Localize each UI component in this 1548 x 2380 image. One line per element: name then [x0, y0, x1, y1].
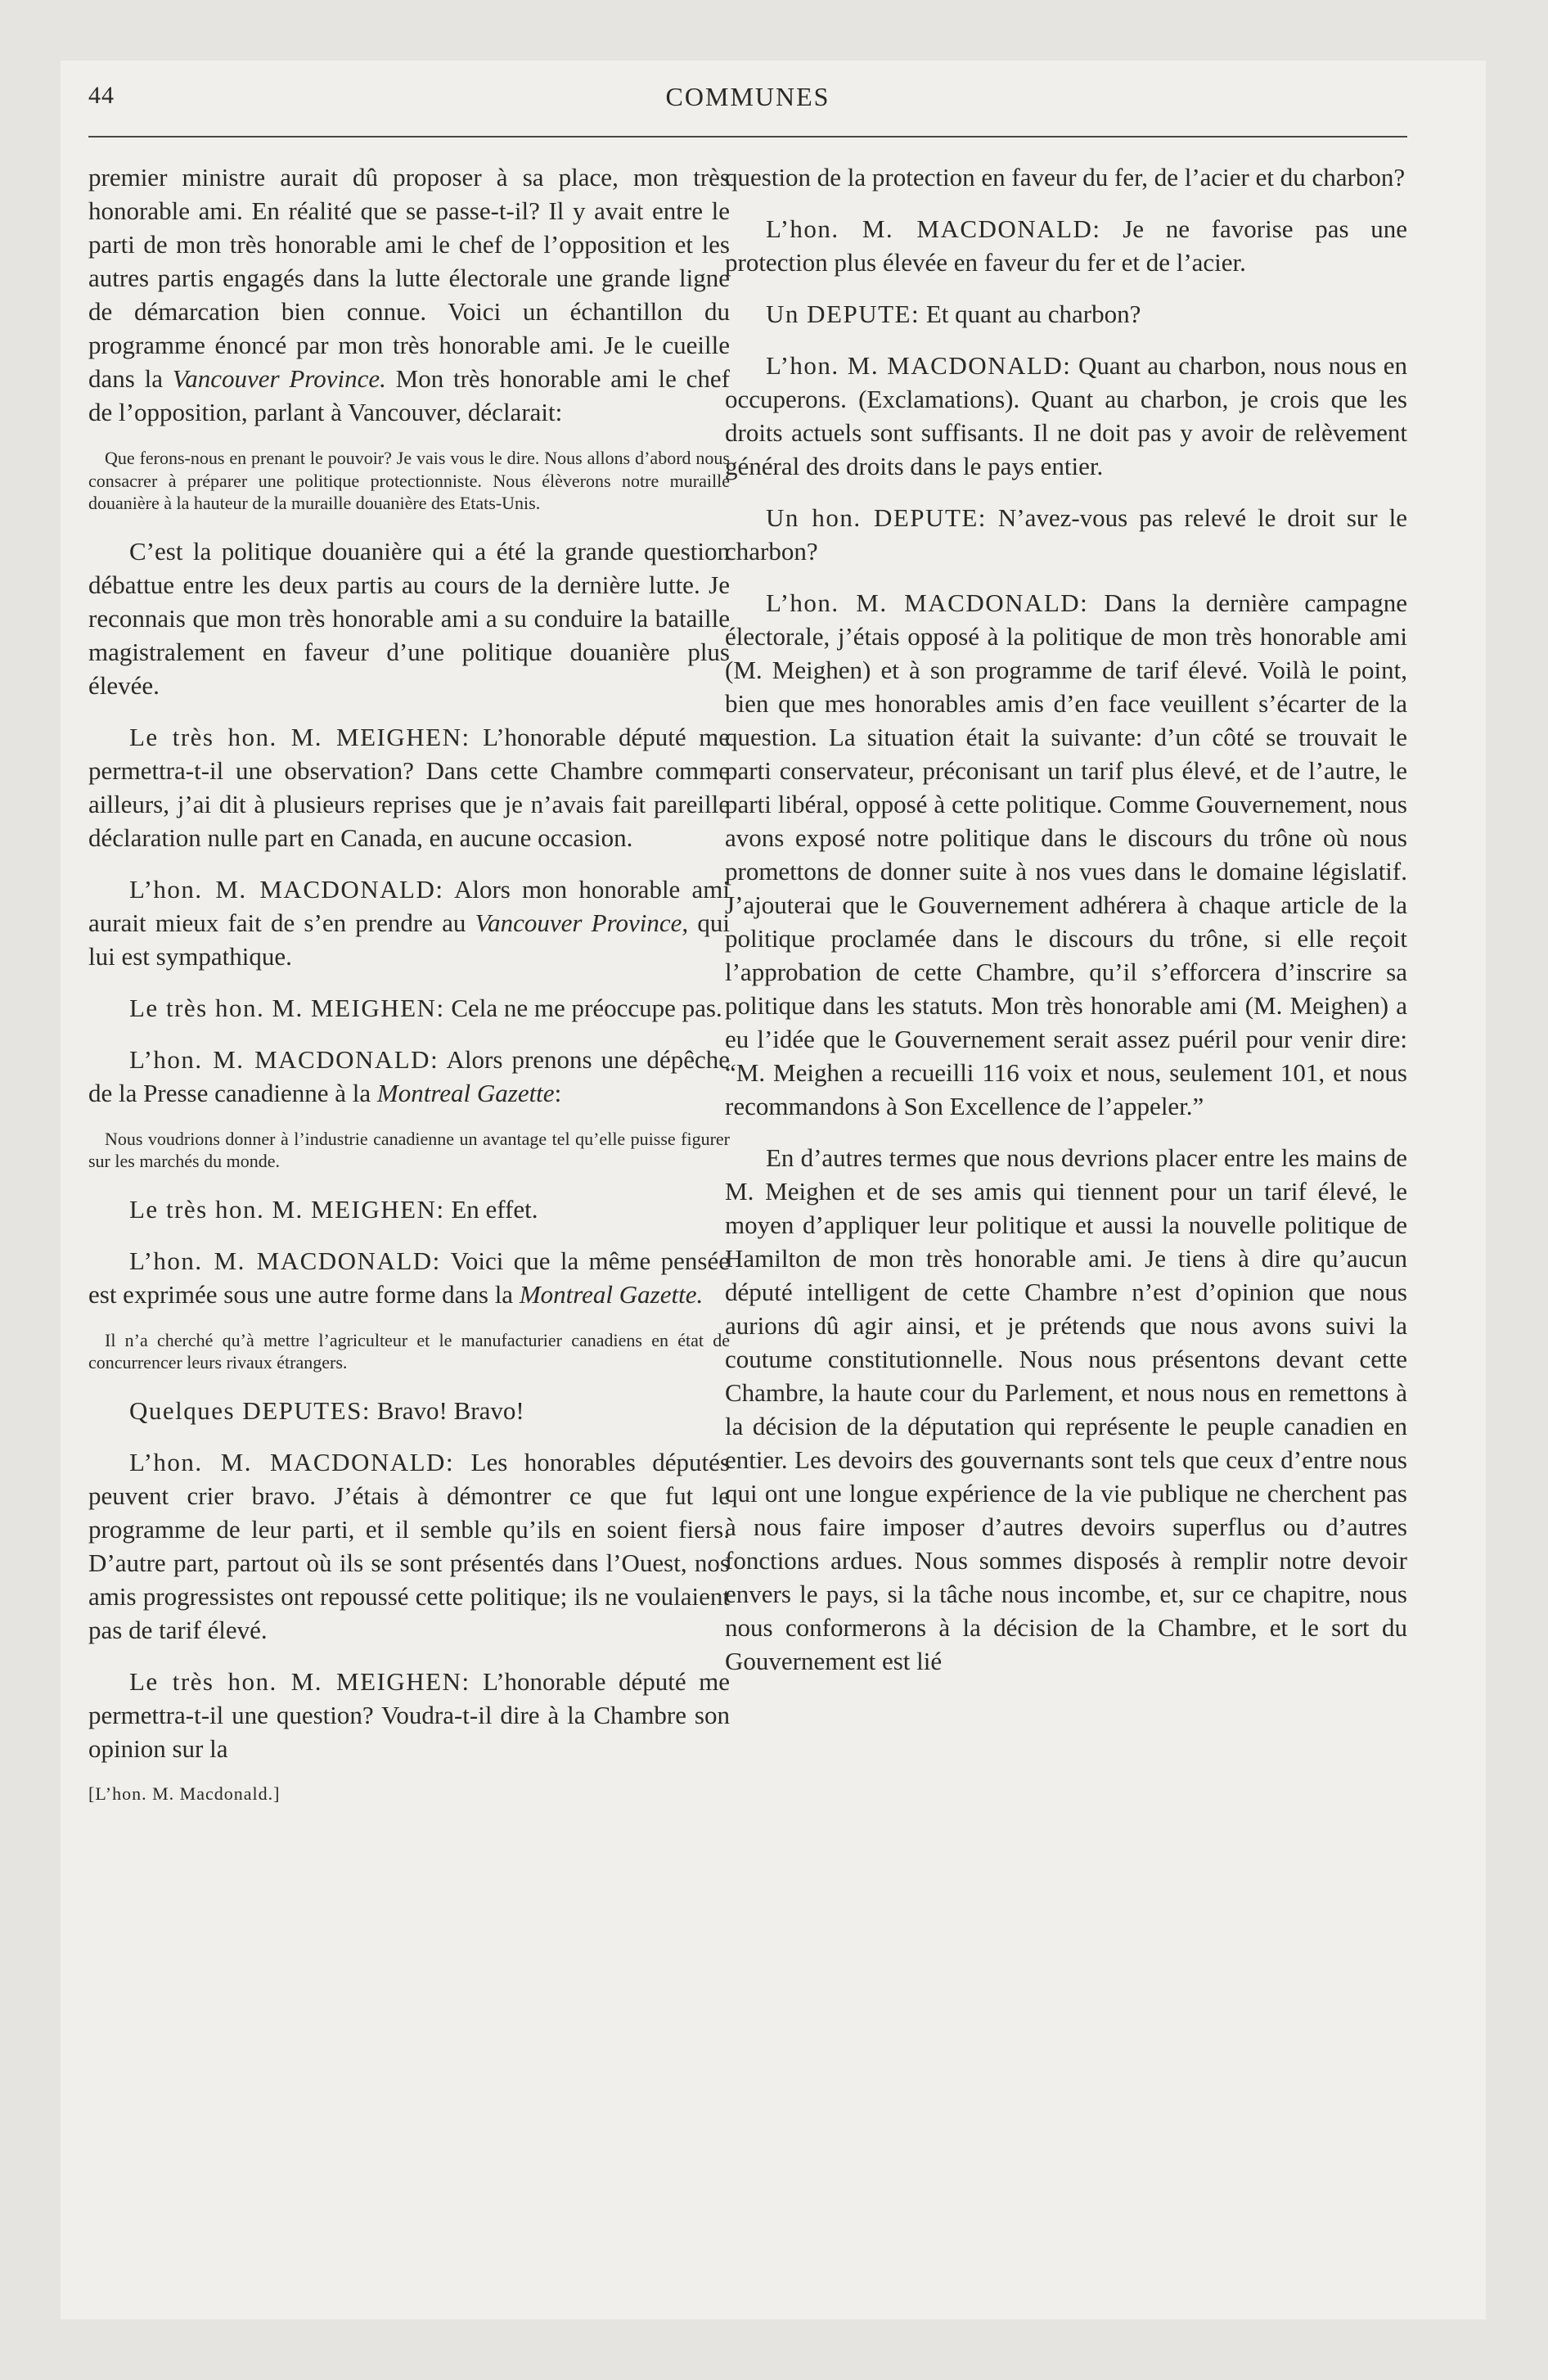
speaker: Le très hon. M. MEIGHEN:: [129, 1666, 470, 1696]
speech: Le très hon. M. MEIGHEN: L’honorable député me permettra-t-il une observation? Dans cette Chambre comme ailleurs, j’ai dit à plusieurs reprises que je n’avais fait pareille déclaration nulle part en Canada, en aucune occasion.: [88, 722, 730, 852]
speech: L’hon. M. MACDONALD: Voici que la même pensée est exprimée sous une autre forme dans la Montreal Gazette.: [88, 1246, 730, 1309]
speech: L’hon. M. MACDONALD: Alors prenons une dépêche de la Presse canadienne à la Montreal Gazette:: [88, 1044, 730, 1107]
speech: Un hon. DEPUTE: N’avez-vous pas relevé le droit sur le charbon?: [725, 503, 1408, 566]
speaker: Le très hon. M. MEIGHEN:: [129, 722, 470, 751]
speaker: L’hon. M. MACDONALD:: [129, 1044, 439, 1074]
speech: L’hon. M. MACDONALD: Je ne favorise pas une protection plus élevée en faveur du fer et de l’acier.: [725, 214, 1408, 277]
page-header: [88, 82, 1407, 131]
running-title: COMMUNES: [665, 82, 830, 111]
speaker: L’hon. M. MACDONALD:: [766, 588, 1089, 617]
speaker: Le très hon. M. MEIGHEN:: [129, 1194, 445, 1224]
speaker: Le très hon. M. MEIGHEN:: [129, 993, 445, 1022]
paragraph: C’est la politique douanière qui a été la grande question débattue entre les deux partis au cours de la dernière lutte. Je reconnais que mon très honorable ami a su conduire la bataille magistralement en faveur d’une politique douanière plus élevée.: [88, 536, 730, 700]
right-column: [725, 160, 1407, 1696]
paragraph: question de la protection en faveur du fer, de l’acier et du charbon?: [725, 163, 1406, 192]
left-column: [88, 160, 730, 1805]
speaker: Quelques DEPUTES:: [129, 1395, 371, 1425]
speech: Quelques DEPUTES: Bravo! Bravo!: [129, 1395, 524, 1425]
speaker: Un hon. DEPUTE:: [766, 503, 987, 532]
block-quote: Il n’a cherché qu’à mettre l’agriculteur et le manufacturier canadiens en état de concurrencer leurs rivaux étrangers.: [88, 1329, 730, 1373]
speaker: L’hon. M. MACDONALD:: [129, 1447, 455, 1476]
speech: L’hon. M. MACDONALD: Les honorables députés peuvent crier bravo. J’étais à démontrer ce que fut le programme de leur parti, et il semble qu’ils en soient fiers. D’autre part, partout où ils se sont présentés dans l’Ouest, nos amis progressistes ont repoussé cette politique; ils ne voulaient pas de tarif élevé.: [88, 1447, 730, 1644]
speech: L’hon. M. MACDONALD: Quant au charbon, nous nous en occuperons. (Exclamations). Quant au charbon, je crois que les droits actuels sont suffisants. Il ne doit pas y avoir de relèvement général des droits dans le pays entier.: [725, 351, 1408, 480]
speech: Le très hon. M. MEIGHEN: L’honorable député me permettra-t-il une question? Voudra-t-il dire à la Chambre son opinion sur la: [88, 1666, 730, 1763]
speech: L’hon. M. MACDONALD: Dans la dernière campagne électorale, j’étais opposé à la politique de mon très honorable ami (M. Meighen) et à son programme de tarif élevé. Voilà le point, bien que mes honorables amis d’en face veuillent s’écarter de la question. La situation était la suivante: d’un côté se trouvait le parti conservateur, préconisant un tarif plus élevé, et de l’autre, le parti libéral, opposé à cette politique. Comme Gouvernement, nous avons exposé notre politique dans le discours du trône où nous promettons de donner suite à nos vues dans le domaine législatif. J’ajouterai que le Gouvernement adhérera à chaque article de la politique proclamée dans le discours du trône, si elle reçoit l’approbation de cette Chambre, qu’il s’efforcera d’inscrire sa politique dans les statuts. Mon très honorable ami (M. Meighen) a eu l’idée que le Gouvernement serait assez puéril pour venir dire: “M. Meighen a recueilli 116 voix et nous, seulement 101, et nous recommandons à Son Excellence de l’appeler.”: [725, 588, 1407, 1120]
speech: Le très hon. M. MEIGHEN: En effet.: [129, 1194, 538, 1224]
speech: Le très hon. M. MEIGHEN: Cela ne me préoccupe pas.: [129, 993, 722, 1022]
speaker: L’hon. M. MACDONALD:: [129, 1246, 441, 1275]
block-quote: Nous voudrions donner à l’industrie canadienne un avantage tel qu’elle puisse figurer sur les marchés du monde.: [88, 1128, 730, 1171]
speech: L’hon. M. MACDONALD: Alors mon honorable ami aurait mieux fait de s’en prendre au Vancouver Province, qui lui est sympathique.: [88, 874, 730, 971]
paragraph: En d’autres termes que nous devrions placer entre les mains de M. Meighen et de ses amis qui tiennent pour un tarif élevé, le moyen d’appliquer leur politique et aussi la nouvelle politique de Hamilton de mon très honorable ami. Je tiens à dire qu’aucun député intelligent de cette Chambre n’est d’opinion que nous aurions dû agir ainsi, et je prétends que nous avons suivi la coutume constitutionnelle. Nous nous présentons devant cette Chambre, la haute cour du Parlement, et nous nous en remettons à la décision de la députation qui représente le peuple canadien en entier. Les devoirs des gouvernants sont tels que ceux d’entre nous qui ont une longue expérience de la vie publique ne cherchent pas à nous faire imposer d’autres devoirs superflus ou d’autres fonctions ardues. Nous sommes disposés à remplir notre devoir envers le pays, si la tâche nous incombe, et, sur ce chapitre, nous nous conformerons à la décision de la Chambre, et le sort du Gouvernement est lié: [725, 1143, 1407, 1675]
footer-speaker-note: [L’hon. M. Macdonald.]: [88, 1783, 281, 1804]
speaker: L’hon. M. MACDONALD:: [766, 351, 1072, 380]
speaker: Un DEPUTE:: [766, 300, 920, 328]
paragraph: premier ministre aurait dû proposer à sa place, mon très honorable ami. En réalité que se passe-t-il? Il y avait entre le parti de mon très honorable ami le chef de l’opposition et les autres partis engagés dans la lutte électorale une grande ligne de démarcation bien connue. Voici un échantillon du programme énoncé par mon très honorable ami. Je le cueille dans la Vancouver Province. Mon très honorable ami le chef de l’opposition, parlant à Vancouver, déclarait:: [88, 163, 730, 426]
speech: Un DEPUTE: Et quant au charbon?: [766, 300, 1141, 328]
page-number: 44: [88, 82, 115, 109]
block-quote: Que ferons-nous en prenant le pouvoir? Je vais vous le dire. Nous allons d’abord nous consacrer à préparer une politique protectionniste. Nous élèverons notre muraille douanière à la hauteur de la muraille douanière des Etats-Unis.: [88, 448, 730, 513]
speaker: L’hon. M. MACDONALD:: [129, 874, 444, 904]
header-rule: [88, 136, 1407, 137]
speaker: L’hon. M. MACDONALD:: [766, 214, 1101, 243]
